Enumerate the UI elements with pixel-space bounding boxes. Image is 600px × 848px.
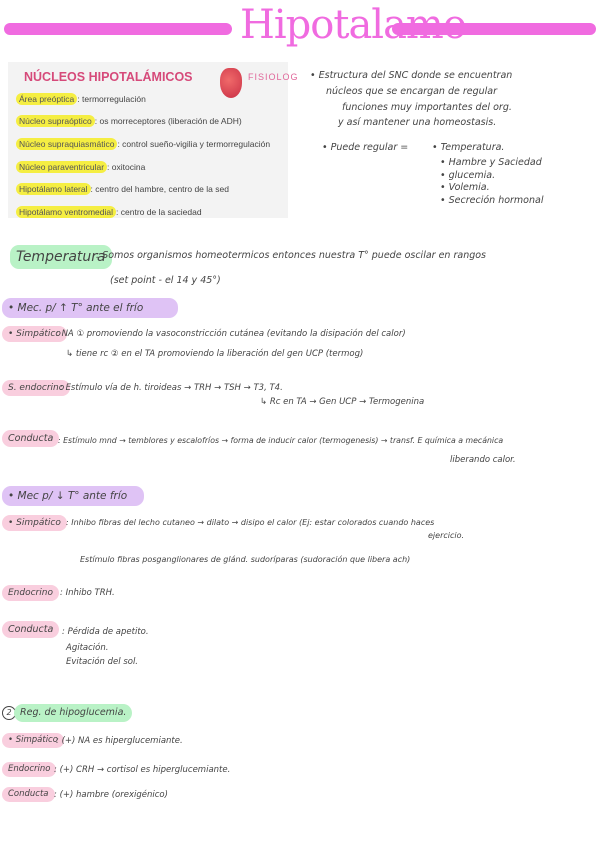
endocrino-text: : Inhibo TRH. — [60, 588, 115, 598]
conducta-label: Conducta — [2, 430, 59, 447]
simpatico-label: • Simpático — [2, 515, 67, 531]
simpatico-text: ejercicio. — [428, 531, 465, 540]
note-line: núcleos que se encargan de regular — [326, 86, 498, 97]
conducta-text: : Pérdida de apetito. — [62, 627, 149, 637]
header-bar-left — [4, 23, 232, 35]
simpatico-text: : (+) NA es hiperglucemiante. — [56, 736, 183, 746]
section-number: 2 — [2, 706, 16, 720]
brand-text: FISIOLOG — [248, 72, 299, 82]
nucleo-item: Hipotálamo ventromedial : centro de la saciedad — [16, 207, 202, 217]
simpatico-text: : NA ① promoviendo la vasoconstricción cutánea (evitando la disipación del calor) — [56, 329, 406, 339]
simpatico-text: : Inhibo fibras del lecho cutaneo → dilato → disipo el calor (Ej: estar colorados cuando haces — [66, 518, 435, 527]
nucleos-title: NÚCLEOS HIPOTALÁMICOS — [24, 70, 193, 84]
regular-item: • Volemia. — [440, 182, 490, 193]
regular-label: • Puede regular = — [322, 142, 409, 153]
simpatico-text: ↳ tiene rc ② en el TA promoviendo la liberación del gen UCP (termog) — [66, 349, 364, 359]
temperatura-heading: Temperatura — [10, 245, 112, 269]
endocrino-label: Endocrino — [2, 762, 56, 777]
regular-item: • glucemia. — [440, 170, 496, 181]
heart-icon — [220, 68, 242, 98]
simpatico-label: • Simpático — [2, 326, 67, 342]
temperatura-text: : Somos organismos homeotermicos entonces nuestra T° puede oscilar en rangos — [96, 250, 487, 261]
regular-item: • Secreción hormonal — [440, 195, 544, 206]
note-line: funciones muy importantes del org. — [342, 102, 512, 113]
conducta-label: Conducta — [2, 621, 59, 638]
nucleo-item: Hipotálamo lateral : centro del hambre, centro de la sed — [16, 184, 229, 194]
conducta-label: Conducta — [2, 787, 55, 802]
mec-descenso-heading: • Mec p/ ↓ T° ante frío — [2, 486, 144, 506]
endocrino-text: : (+) CRH → cortisol es hiperglucemiante. — [54, 765, 231, 775]
regular-item: • Hambre y Saciedad — [440, 157, 542, 168]
brand-logo — [220, 64, 299, 108]
mec-aumento-heading: • Mec. p/ ↑ T° ante el frío — [2, 298, 178, 318]
conducta-text: : Estímulo mnd → temblores y escalofríos → forma de inducir calor (termogenesis) → transf. E química a mecánica — [58, 436, 504, 445]
hipoglucemia-heading: Reg. de hipoglucemia. — [14, 704, 132, 722]
simpatico-text: Estímulo fibras posganglionares de glánd. sudoríparas (sudoración que libera ach) — [80, 555, 411, 564]
regular-item: • Temperatura. — [432, 142, 505, 153]
endocrino-label: Endocrino — [2, 585, 59, 601]
nucleo-item: Núcleo paraventricular : oxitocina — [16, 162, 145, 172]
conducta-text: liberando calor. — [450, 455, 516, 465]
conducta-text: Agitación. — [66, 643, 109, 653]
nucleo-item: Núcleo supraquiasmático : control sueño-vigilia y termorregulación — [16, 139, 270, 149]
conducta-text: : (+) hambre (orexigénico) — [54, 790, 168, 800]
note-line: • Estructura del SNC donde se encuentran — [310, 70, 513, 81]
endocrino-text: : Estímulo vía de h. tiroideas → TRH → TSH → T3, T4. — [60, 383, 283, 393]
endocrino-label: S. endocrino — [2, 380, 70, 396]
simpatico-label: • Simpático — [2, 733, 64, 748]
endocrino-text: ↳ Rc en TA → Gen UCP → Termogenina — [260, 397, 425, 407]
conducta-text: Evitación del sol. — [66, 657, 139, 667]
nucleo-item: Área preóptica : termorregulación — [16, 94, 146, 104]
note-line: y así mantener una homeostasis. — [338, 117, 497, 128]
page-title: Hipotalamo — [240, 2, 466, 48]
temperatura-text: (set point - el 14 y 45°) — [110, 275, 221, 286]
nucleo-item: Núcleo supraóptico : os morreceptores (liberación de ADH) — [16, 116, 242, 126]
